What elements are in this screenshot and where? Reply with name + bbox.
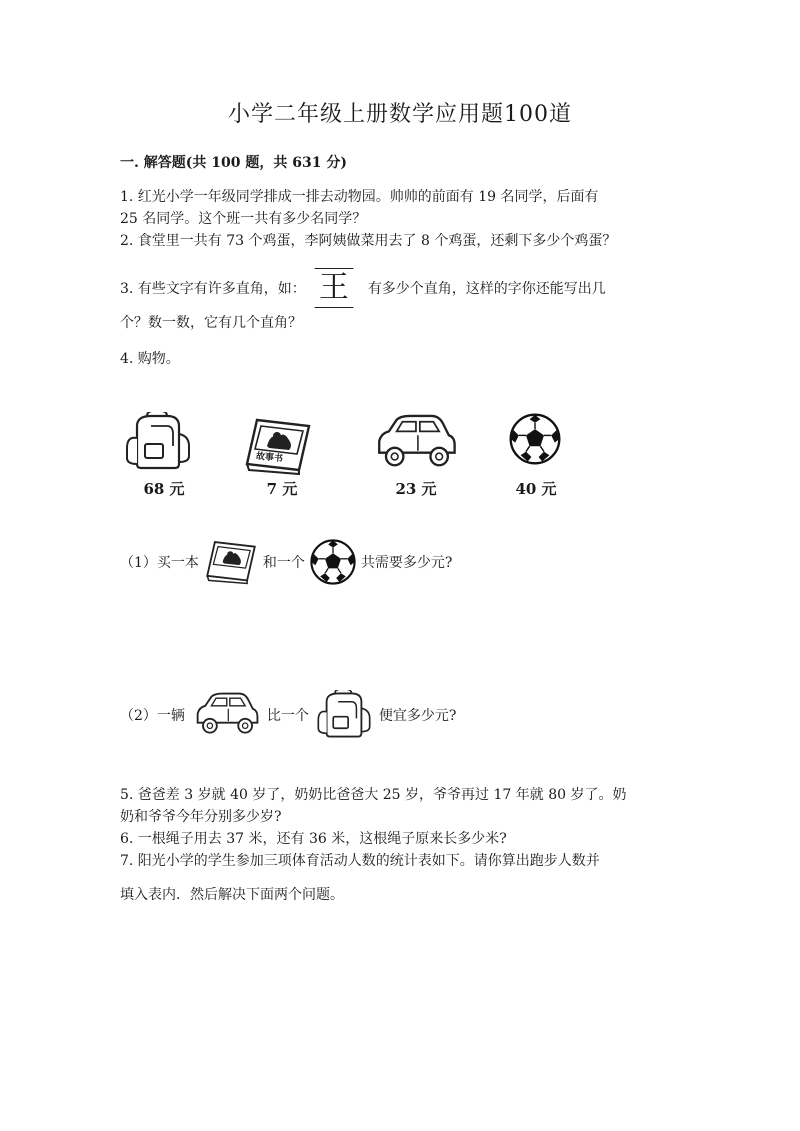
question-2: 2. 食堂里一共有 73 个鸡蛋，李阿姨做菜用去了 8 个鸡蛋，还剩下多少个鸡蛋？	[120, 233, 617, 249]
item-backpack	[122, 412, 194, 472]
question-6: 6. 一根绳子用去 37 米，还有 36 米，这根绳子原来长多少米?	[120, 831, 507, 847]
toy-car-icon	[370, 414, 460, 472]
section-heading: 一. 解答题(共 100 题，共 631 分)	[120, 155, 347, 171]
soccer-ball-icon	[508, 412, 562, 466]
page-title: 小学二年级上册数学应用题100道	[228, 102, 572, 127]
backpack-icon	[315, 690, 373, 740]
character-wang: 王	[314, 268, 354, 308]
sub-question-2: （2）一辆 比一个 便宜多少元?	[120, 690, 456, 740]
storybook-label: 故事书	[255, 451, 284, 465]
question-1: 1. 红光小学一年级同学排成一排去动物园。帅帅的前面有 19 名同学，后面有 25 名同学。这个班一共有多少名同学？	[120, 189, 599, 227]
item-soccer-ball	[508, 412, 562, 466]
soccer-ball-icon	[309, 538, 357, 586]
storybook-icon	[203, 539, 259, 585]
question-4: 4. 购物。	[120, 351, 180, 367]
question-3: 3. 有些文字有许多直角，如： 王 有多少个直角，这样的字你还能写出几	[120, 268, 606, 308]
price-backpack: 68 元	[143, 480, 185, 498]
question-5: 5. 爸爸差 3 岁就 40 岁了，奶奶比爸爸大 25 岁，爷爷再过 17 年就 80 岁了。奶 奶和爷爷今年分别多少岁?	[120, 787, 627, 825]
item-toy-car	[370, 414, 460, 472]
sub-question-1: （1）买一本 和一个 共需要多少元?	[120, 538, 452, 586]
question-7-line2: 填入表内．然后解决下面两个问题。	[120, 887, 344, 903]
toy-car-icon	[191, 692, 261, 738]
price-soccer-ball: 40 元	[515, 480, 557, 498]
price-storybook: 7 元	[266, 480, 298, 498]
storybook-icon	[242, 416, 314, 476]
backpack-icon	[122, 412, 194, 472]
price-toy-car: 23 元	[395, 480, 437, 498]
item-storybook	[242, 416, 314, 476]
question-3-line2: 个？数一数，它有几个直角？	[120, 315, 302, 331]
question-7: 7. 阳光小学的学生参加三项体育活动人数的统计表如下。请你算出跑步人数并	[120, 853, 600, 869]
